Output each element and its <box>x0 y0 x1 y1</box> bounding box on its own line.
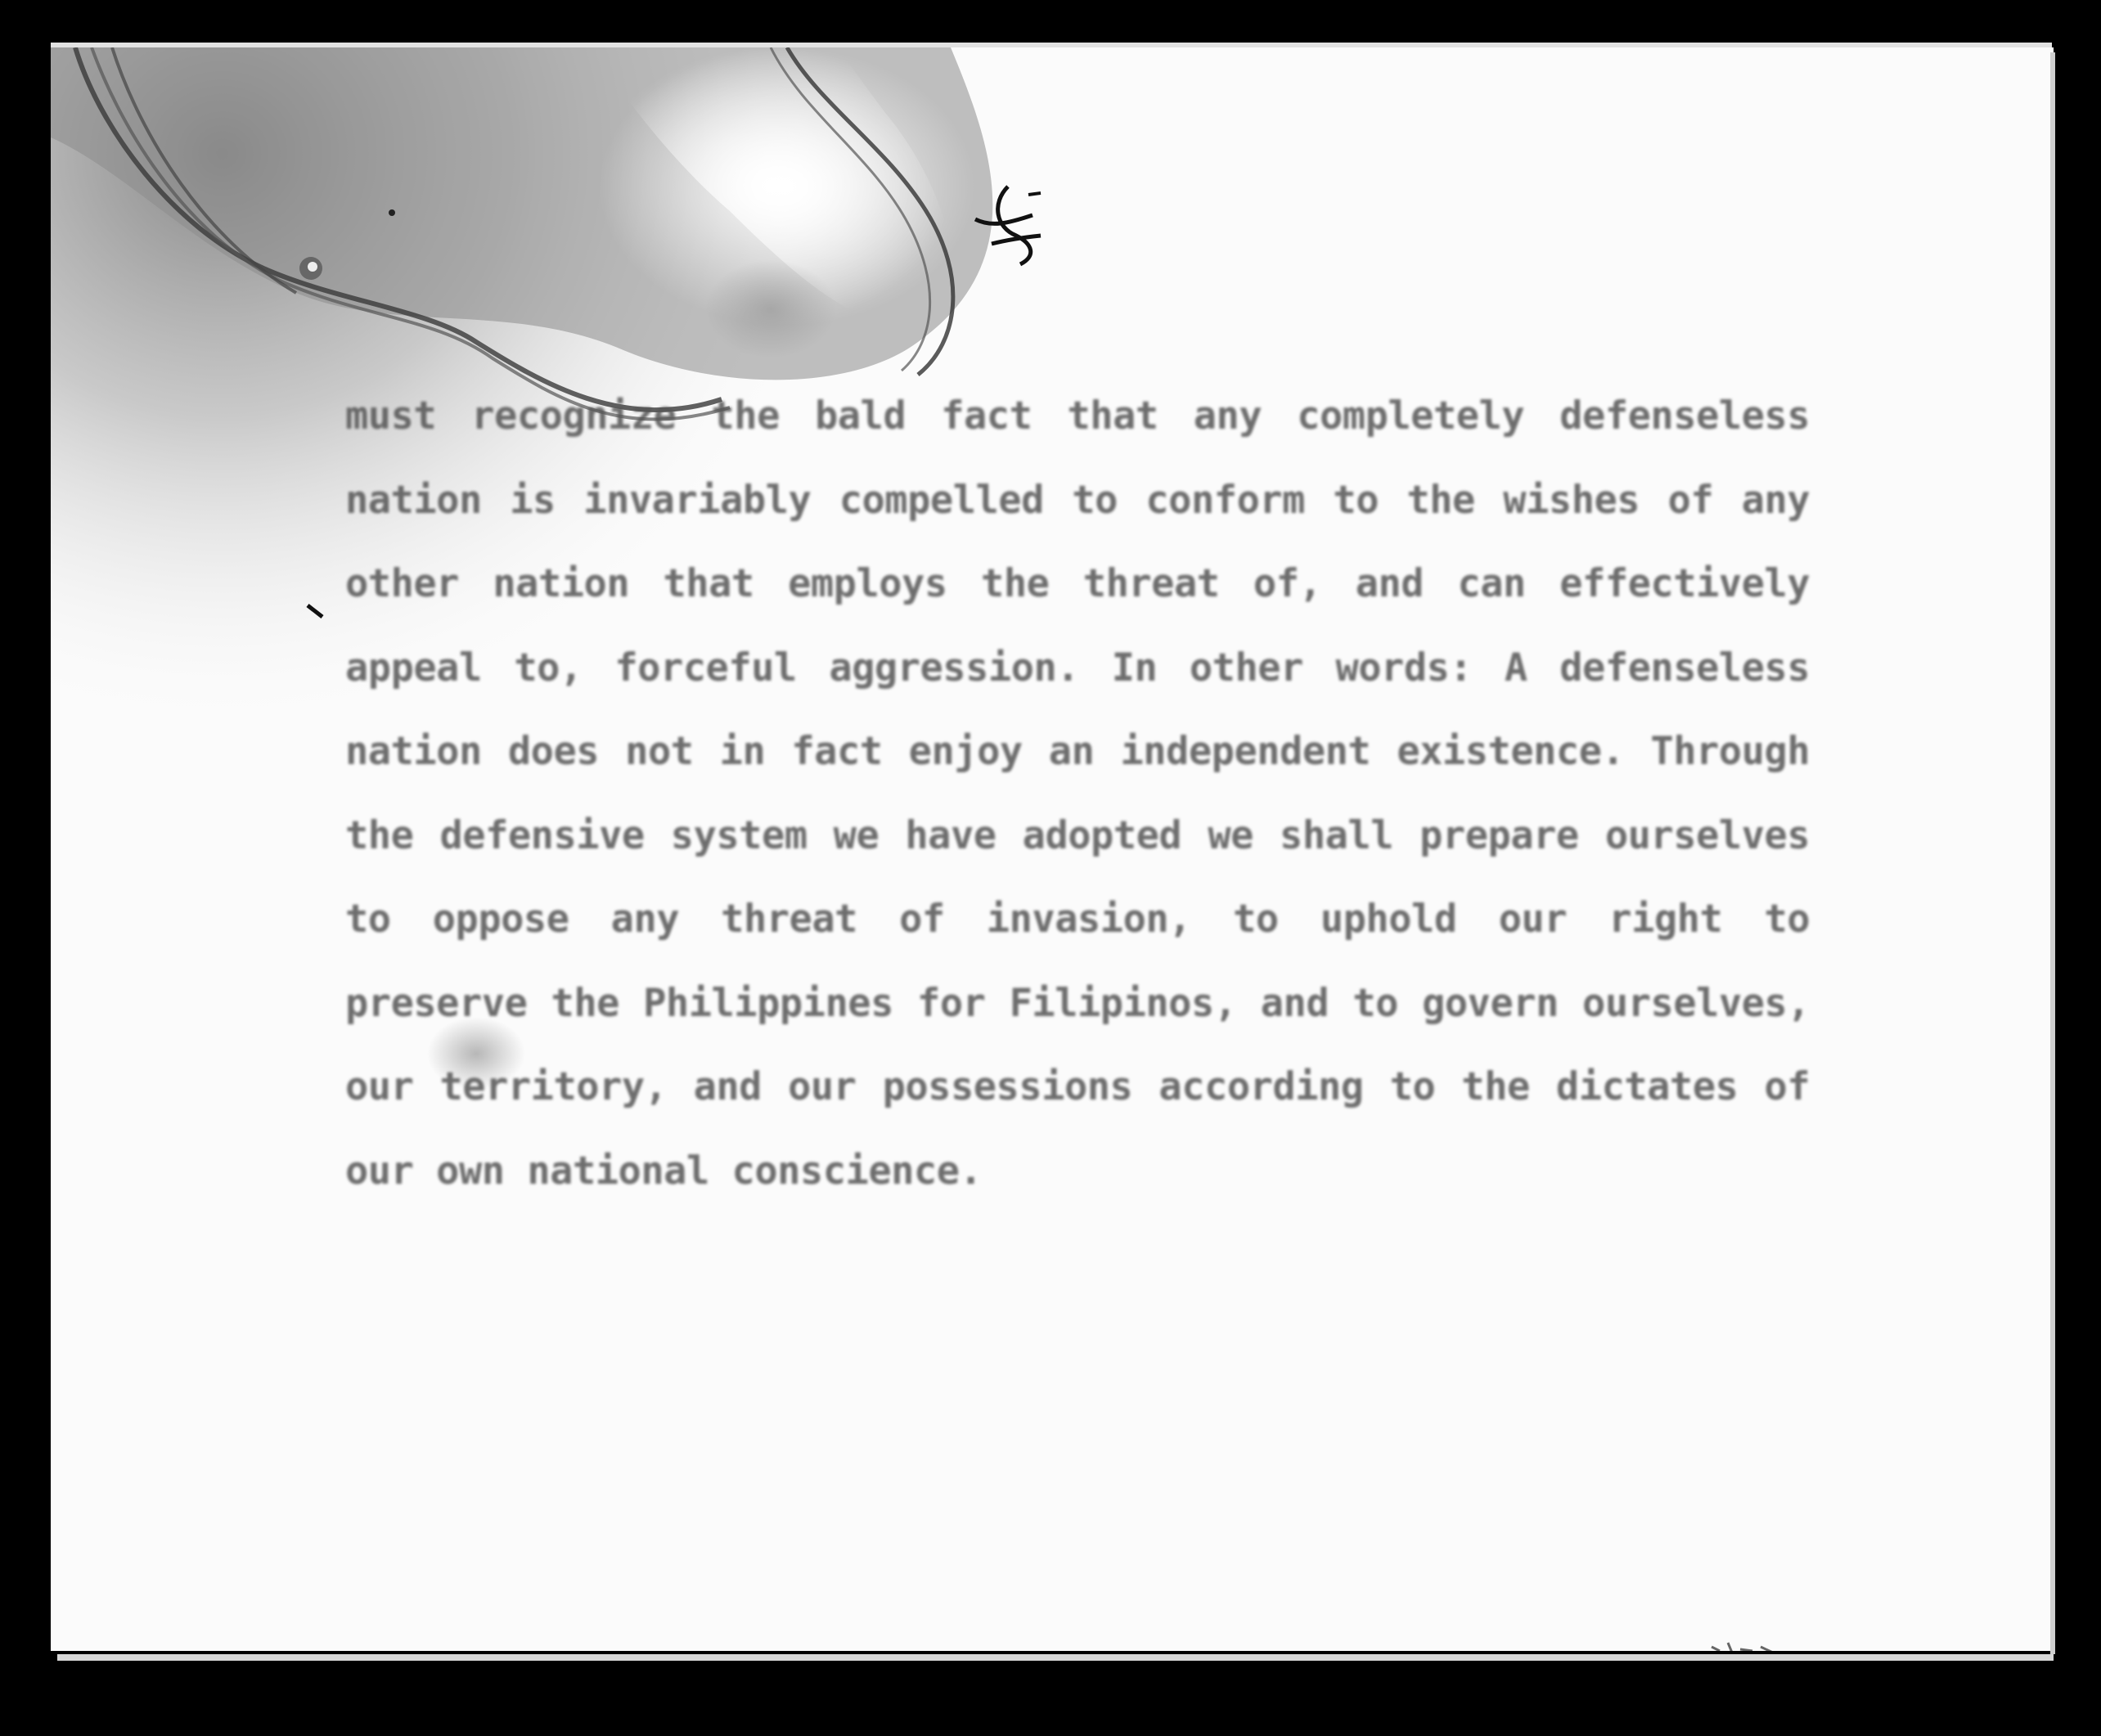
paper-right-edge <box>2050 52 2055 1654</box>
typewritten-page <box>51 47 2054 1651</box>
paper-bottom-edge <box>57 1654 2054 1661</box>
typewritten-body-text: must recognize the bald fact that any completely defenseless nation is invariably compelled to conform to the wishes of any other nation that employs the threat of, and can effectively appeal to, forceful aggression. In other words: A defenseless nation does not in fact enjoy an independent existence. Through the defensive system we have adopted we shall prepare ourselves to oppose any threat of invasion, to uphold our right to preserve the Philippines for Filipinos, and to govern ourselves, our territory, and our possessions according to the dictates of our own national conscience. <box>345 394 1810 1194</box>
faint-mark <box>1703 1635 1785 1651</box>
margin-tick-mark <box>306 602 326 622</box>
handwritten-mark <box>959 178 1057 277</box>
